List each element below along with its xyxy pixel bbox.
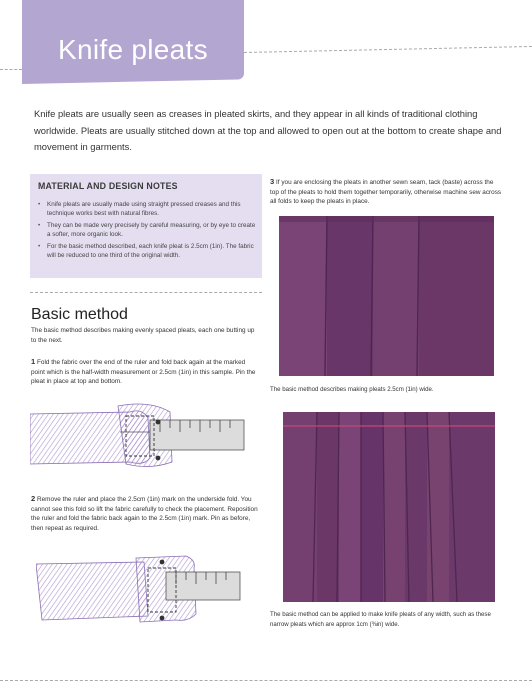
material-notes-box <box>30 174 262 278</box>
step-text: Remove the ruler and place the 2.5cm (1in) mark on the underside fold. You cannot see this fold so lift the fabric carefully to check the placement. Reposition the ruler and fold the fabric back again to the 2.5cm (1in) mark. Pin as before, then repeat as required. <box>31 496 258 532</box>
notes-item: • They can be made very precisely by careful measuring, or by eye to create a softer, more organic look. <box>38 222 258 239</box>
step-3 <box>270 177 502 207</box>
wide-pleats-photo <box>279 216 494 376</box>
title-rule-right <box>244 46 532 53</box>
notes-item: • Knife pleats are usually made using straight pressed creases and this technique works best with natural fibres. <box>38 201 258 218</box>
basic-intro-text: The basic method describes making evenly spaced pleats, each one butting up to the next. <box>31 327 255 344</box>
basic-method-intro <box>31 326 256 345</box>
bottom-rule <box>0 680 532 681</box>
narrow-pleats-photo <box>283 412 495 602</box>
notes-list <box>38 201 258 265</box>
notes-rule <box>30 292 262 293</box>
basic-method-heading: Basic method <box>31 306 128 323</box>
ruler-sketch-2 <box>36 552 248 632</box>
step-number: 1 <box>31 357 36 366</box>
step-2 <box>31 494 259 533</box>
wide-pleats-caption: The basic method describes making pleats 2.5cm (1in) wide. <box>270 386 434 393</box>
step-text: If you are enclosing the pleats in another sewn seam, tack (baste) across the top of the pleats to hold them together temporarily, otherwise machine sew across all folds to keep the pleats in place. <box>270 179 502 205</box>
narrow-pleats-caption: The basic method can be applied to make knife pleats of any width, such as these narrow pleats which are approx 1cm (⅜in) wide. <box>270 611 491 628</box>
step-text: Fold the fabric over the end of the ruler and fold back again at the marked point which is the half-width measurement or 2.5cm (1in) in this sample. Pin the pleat in place at top and bottom. <box>31 359 256 385</box>
ruler-sketch-1 <box>30 398 252 478</box>
page-title: Knife pleats <box>58 34 208 65</box>
step-1 <box>31 357 259 387</box>
notes-item: • For the basic method described, each knife pleat is 2.5cm (1in). The fabric will be reduced to one third of the original width. <box>38 243 258 260</box>
step-number: 2 <box>31 494 36 503</box>
step-number: 3 <box>270 177 275 186</box>
notes-heading: MATERIAL AND DESIGN NOTES <box>38 181 178 191</box>
intro-paragraph: Knife pleats are usually seen as creases in pleated skirts, and they appear in all kinds of traditional clothing worldwide. Pleats are usually stitched down at the top and allowed to open out at the bottom to create shape and movement in garments. <box>34 108 502 152</box>
title-rule-left <box>0 69 22 70</box>
